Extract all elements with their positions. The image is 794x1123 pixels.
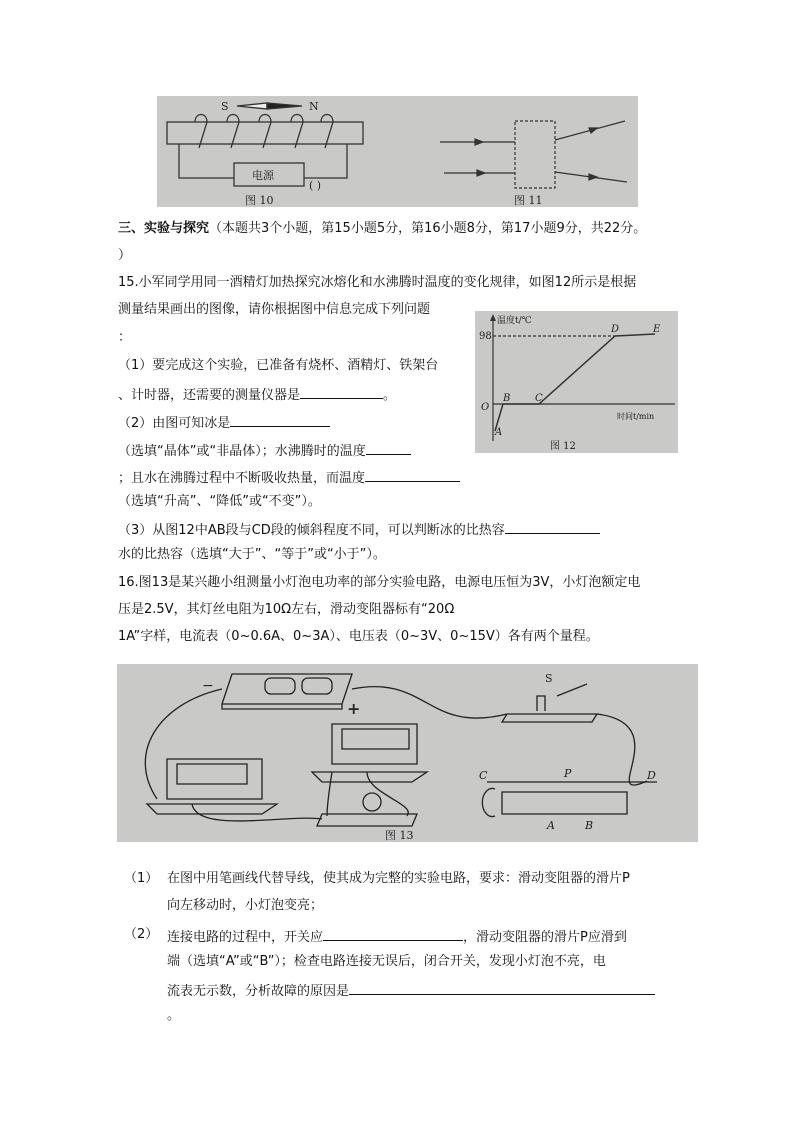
origin-label: O — [481, 402, 490, 413]
q16-s1-number: （1） — [124, 871, 159, 886]
q15-p3b: 水的比热容（选填“大于”、“等于”或“小于”）。 — [118, 547, 386, 562]
y-axis-label: 温度t/℃ — [497, 316, 532, 326]
battery-minus: − — [202, 678, 214, 694]
answer-paren: ( ) — [309, 179, 322, 192]
answer-blank-temp-change[interactable] — [365, 468, 460, 482]
battery-box — [222, 674, 352, 709]
q16-s1a: 在图中用笔画线代替导线，使其成为完整的实验电路，要求：滑动变阻器的滑片P — [167, 871, 630, 886]
north-label: N — [309, 100, 319, 113]
q16-s2a-end: ，滑动变阻器的滑片P应滑到 — [463, 930, 627, 945]
answer-blank-crystal[interactable] — [230, 413, 330, 427]
q16-stem-1: 16.图13是某兴趣小组测量小灯泡电功率的部分实验电路，电源电压恒为3V，小灯泡额定电 — [118, 575, 641, 590]
q15-p1b — [118, 385, 396, 404]
figure-10-caption: 图 10 — [245, 194, 274, 207]
switch — [502, 684, 597, 722]
q15-p1a: （1）要完成这个实验，已准备有烧杯、酒精灯、铁架台 — [118, 358, 439, 373]
section-title: 三、实验与探究 — [118, 221, 210, 236]
lamp-base — [317, 814, 417, 826]
q15-stem-1: 15.小军同学用同一酒精灯加热探究冰熔化和水沸腾时温度的变化规律，如图12所示是根据 — [118, 275, 637, 290]
tick-98: 98 — [479, 331, 492, 342]
answer-blank-switch-state[interactable] — [323, 927, 463, 941]
q16-s2a — [167, 927, 627, 946]
figure-13-caption: 图 13 — [385, 829, 414, 842]
q15-p2c-text: ；且水在沸腾过程中不断吸收热量，而温度 — [118, 471, 366, 486]
battery-plus: + — [347, 699, 361, 718]
q15-stem-3: ： — [118, 330, 132, 345]
q15-p3a — [118, 520, 600, 539]
q16-s2c — [167, 981, 655, 1000]
terminal-c: C — [479, 769, 488, 782]
point-e: E — [653, 324, 661, 335]
slider-p: P — [564, 767, 572, 780]
q15-p2a-text: （2）由图可知冰是 — [118, 416, 231, 431]
q15-p2b-text: （选填“晶体”或“非晶体）；水沸腾时的温度 — [118, 444, 366, 459]
answer-blank-boiling-temp[interactable] — [366, 441, 411, 455]
south-label: S — [221, 100, 229, 113]
switch-label: S — [545, 672, 553, 685]
terminal-b: B — [585, 819, 594, 832]
q15-p1b-text: 、计时器，还需要的测量仪器是 — [118, 388, 301, 403]
q16-s2-number: （2） — [124, 927, 159, 942]
wires — [145, 687, 647, 821]
point-d: D — [611, 324, 620, 335]
figure-11-caption: 图 11 — [514, 194, 543, 207]
rheostat — [482, 782, 657, 817]
q15-stem-2: 测量结果画出的图像，请你根据图中信息完成下列问题 — [118, 302, 431, 317]
figure-12 — [475, 311, 678, 453]
q16-stem-3: 1A”字样，电流表（0~0.6A、0~3A）、电压表（0~3V、0~15V）各有两个量程。 — [118, 629, 599, 644]
point-b: B — [503, 393, 511, 404]
power-label: 电源 — [252, 169, 274, 182]
q16-s2c-text: 流表无示数，分析故障的原因是 — [167, 984, 350, 999]
lamp — [363, 793, 381, 811]
figure-13 — [117, 664, 698, 842]
q15-p2c — [118, 468, 460, 487]
point-c: C — [535, 393, 543, 404]
q16-stem-2: 压是2.5V，其灯丝电阻为10Ω左右，滑动变阻器标有“20Ω — [118, 602, 455, 617]
x-axis-label: 时间t/min — [617, 412, 655, 421]
section-note: （本题共3个小题，第15小题5分，第16小题8分，第17小题9分，共22分。 — [209, 221, 647, 236]
terminal-d: D — [647, 769, 656, 782]
q16-s2b: 端（选填“A”或“B”）；检查电路连接无误后，闭合开关，发现小灯泡不亮，电 — [167, 954, 606, 969]
figure-10-11 — [157, 96, 638, 207]
q15-p2b — [118, 441, 411, 460]
figure-11 — [440, 121, 627, 188]
q15-p2a — [118, 413, 330, 432]
figure-12-caption: 图 12 — [550, 441, 576, 452]
section-heading — [118, 221, 646, 237]
q16-s2a-text: 连接电路的过程中，开关应 — [167, 930, 324, 945]
q15-p2d: （选填“升高”、“降低”或“不变”）。 — [118, 494, 321, 509]
section-note-end: ） — [118, 248, 132, 263]
answer-blank-instrument[interactable] — [300, 385, 383, 399]
terminal-a: A — [547, 819, 555, 832]
q16-s2d: 。 — [167, 1008, 181, 1023]
answer-blank-specific-heat[interactable] — [505, 520, 600, 534]
point-a: A — [495, 427, 503, 438]
answer-blank-fault-reason[interactable] — [349, 981, 655, 995]
ammeter — [147, 759, 277, 814]
q15-p1b-end: 。 — [383, 388, 397, 403]
q15-p3a-text: （3）从图12中AB段与CD段的倾斜程度不同，可以判断冰的比热容 — [118, 523, 505, 538]
q16-s1b: 向左移动时，小灯泡变亮； — [167, 898, 324, 913]
voltmeter — [312, 724, 427, 782]
